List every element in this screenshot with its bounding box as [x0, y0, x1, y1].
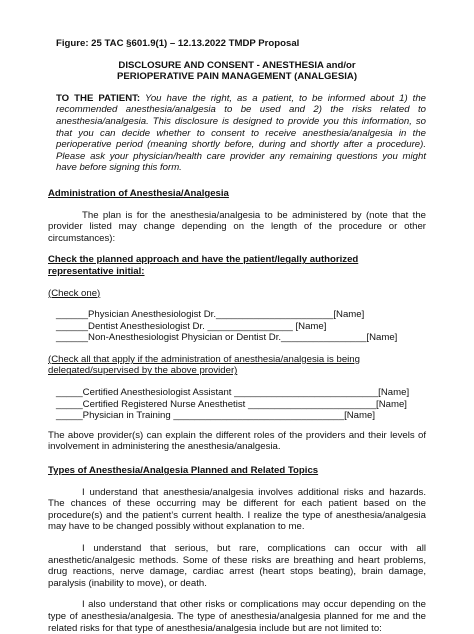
check-all-label: (Check all that apply if the administration of anesthesia/analgesia is being delegated/supervised by the above provider) [48, 353, 360, 377]
admin-heading: Administration of Anesthesia/Analgesia [48, 187, 229, 199]
check-heading: Check the planned approach and have the patient/legally authorized representative initial: [48, 254, 359, 277]
delegate-line-crna[interactable]: _____Certified Registered Nurse Anesthetist ________________________[Name] [56, 398, 407, 410]
check-one-label: (Check one) [48, 287, 101, 299]
patient-notice [56, 93, 426, 174]
title-line-1: DISCLOSURE AND CONSENT - ANESTHESIA and/or [118, 59, 356, 71]
title-line-2: PERIOPERATIVE PAIN MANAGEMENT (ANALGESIA) [116, 71, 358, 83]
types-heading: Types of Anesthesia/Analgesia Planned and Related Topics [48, 465, 319, 477]
patient-text: You have the right, as a patient, to be informed about 1) the recommended anesthesia/analgesia to be used and 2) the risks related to anesthesia/analgesia. This disclosure is designed to provide you this information, so that you can decide whether to consent to receive anesthesia/analgesia in the perioperative period (meaning shortly before, during and shortly after a procedure). Please ask your physician/health care provider any remaining questions you might have before signing this form. [56, 92, 426, 174]
delegate-line-trainee[interactable]: _____Physician in Training ________________________________[Name] [56, 410, 375, 422]
document-page [48, 38, 426, 634]
delegate-line-assistant[interactable]: _____Certified Anesthesiologist Assistant ___________________________[Name] [56, 387, 410, 399]
types-paragraph-3: I also understand that other risks or complications may occur depending on the type of anesthesia/analgesia. The type of anesthesia/analgesia planned for me and the related risks for that type of anesthesia/analgesia include but are not limited to: [48, 599, 426, 634]
admin-text: The plan is for the anesthesia/analgesia to be administered by (note that the provider listed may change depending on the length of the procedure or other circumstances): [48, 209, 426, 244]
document-title [48, 60, 426, 83]
provider-line-non-anesthesiologist[interactable]: ______Non-Anesthesiologist Physician or Dentist Dr.________________[Name] [56, 332, 398, 344]
patient-label: TO THE PATIENT: [56, 92, 141, 104]
delegate-list [48, 387, 426, 422]
provider-list [48, 309, 426, 344]
roles-text: The above provider(s) can explain the different roles of the providers and their levels of involvement in administering the anesthesia/analgesia. [48, 429, 426, 453]
types-paragraph-2: I understand that serious, but rare, complications can occur with all anesthetic/analgesic methods. Some of these risks are breathing and heart problems, drug reactions, nerve damage, cardiac arrest (heart stops beating), brain damage, paralysis (inability to move), or death. [48, 543, 426, 589]
types-paragraph-1: I understand that anesthesia/analgesia involves additional risks and hazards. The chances of these occurring may be different for each patient based on the procedure(s) and the patient’s current health. I realize the type of anesthesia/analgesia may have to be changed possibly without explanation to me. [48, 486, 426, 533]
provider-line-dentist[interactable]: ______Dentist Anesthesiologist Dr. ________________ [Name] [56, 320, 327, 332]
figure-label: Figure: 25 TAC §601.9(1) – 12.13.2022 TMDP Proposal [56, 38, 300, 49]
provider-line-physician[interactable]: ______Physician Anesthesiologist Dr.______________________[Name] [56, 309, 365, 321]
